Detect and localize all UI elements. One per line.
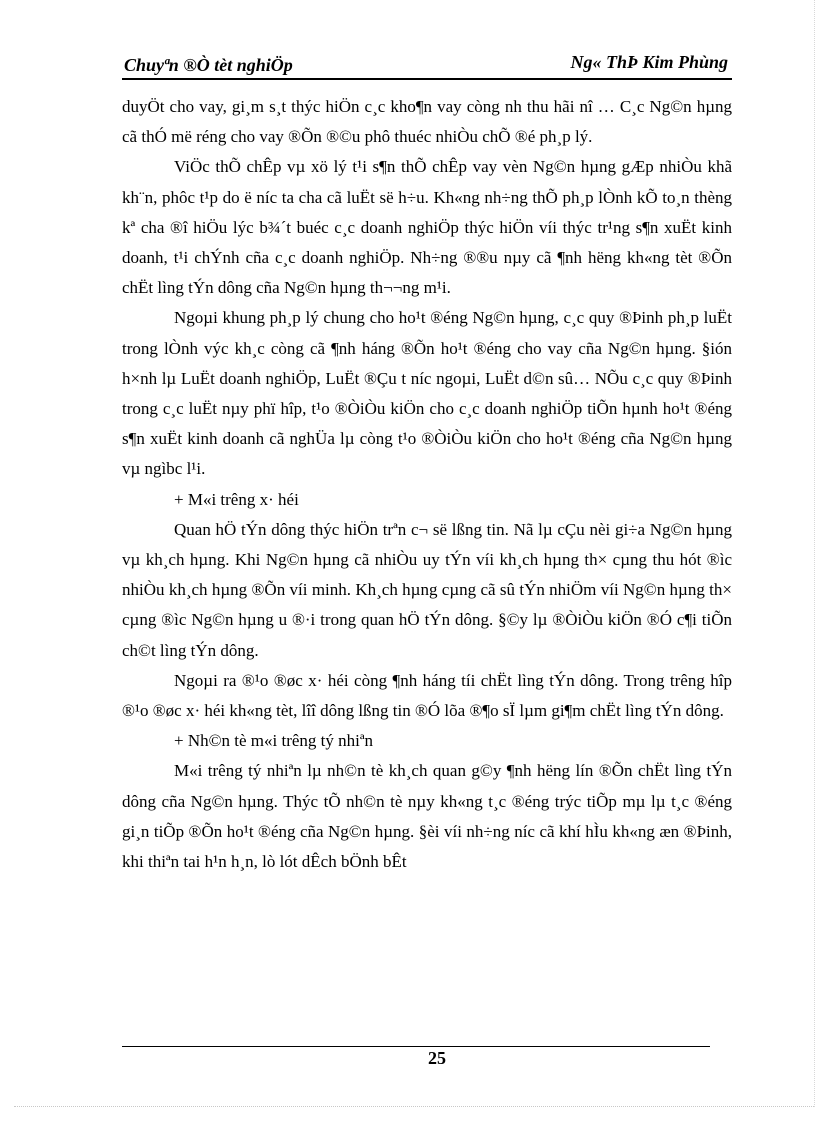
footer-rule: [122, 1046, 710, 1047]
subheading-natural-environment: + Nh©n tè m«i trêng tý nhiªn: [174, 731, 374, 751]
paragraph-4: Quan hÖ tÝn dông thýc hiÖn trªn c¬ së lßng tin. Nã lµ cÇu nèi gi÷a Ng©n hµng vµ kh¸ch hµng. Khi Ng©n hµng cã nhiÒu uy tÝn víi kh¸ch hµng th× cµng thu hót ®ìc nhiÒu kh¸ch hµng ®Õn víi minh. Kh¸ch hµng cµng cã sû tÝn nhiÖm víi Ng©n hµng th× cµng ®ìc Ng©n hµng u ®·i trong quan hÖ tÝn dông. §©y lµ ®ÒiÒu kiÖn ®Ó c¶i tiÕn ch©t lìng tÝn dông.: [122, 519, 732, 660]
page-edge-right: [814, 0, 815, 1107]
page-number: 25: [428, 1048, 446, 1068]
paragraph-2: ViÖc thÕ chÊp vµ xö lý t¹i s¶n thÕ chÊp vay vèn Ng©n hµng gÆp nhiÒu khã kh¨n, phôc t¹p do ë níc ta cha cã luËt së h÷u. Kh«ng nh÷ng thÕ ph¸p lÒnh kÕ to¸n thèng kª cha ®î hiÖu lýc b¾´t buéc c¸c doanh nghiÖp thýc hiÖn víi thýc tr¹ng s¶n xuËt kinh doanh, t¹i chÝnh cña c¸c doanh nghiÖp. Nh÷ng ®®u nµy cã ¶nh hëng kh«ng tèt ®Õn chËt lìng tÝn dông cña Ng©n hµng th¬¬ng m¹i.: [122, 157, 732, 298]
body-text: [122, 92, 732, 877]
header-title: Chuyªn ®Ò tèt nghiÖp: [124, 55, 293, 75]
paragraph-5: Ngoµi ra ®¹o ®øc x· héi còng ¶nh háng tíi chËt lìng tÝn dông. Trong trêng hîp ®¹o ®øc x· héi kh«ng tèt, lîî dông lßng tin ®Ó lõa ®¶o sÏ lµm gi¶m chËt lìng tÝn dông.: [122, 670, 732, 721]
running-header: [122, 54, 732, 80]
header-author: Ng« ThÞ Kim Phùng: [570, 52, 728, 72]
paragraph-6: M«i trêng tý nhiªn lµ nh©n tè kh¸ch quan g©y ¶nh hëng lín ®Õn chËt lìng tÝn dông cña Ng©n hµng. Thýc tÕ nh©n tè nµy kh«ng t¸c ®éng trýc tiÕp mµ lµ t¸c ®éng gi¸n tiÕp ®Õn ho¹t ®éng cña Ng©n hµng. §èi víi nh÷ng níc cã khí hÌu kh«ng æn ®Þinh, khi thiªn tai h¹n h¸n, lò lót dÊch bÖnh bÊt: [122, 761, 732, 872]
subheading-social-environment: + M«i trêng x· héi: [174, 489, 299, 509]
page-edge-bottom: [14, 1106, 814, 1107]
paragraph-3: Ngoµi khung ph¸p lý chung cho ho¹t ®éng Ng©n hµng, c¸c quy ®Þinh ph¸p luËt trong lÒnh výc kh¸c còng cã ¶nh háng ®Õn ho¹t ®éng cho vay cña Ng©n hµng. §ión h×nh lµ LuËt doanh nghiÖp, LuËt ®Çu t níc ngoµi, LuËt d©n sû… NÕu c¸c quy ®Þinh trong c¸c luËt nµy phï hîp, t¹o ®ÒiÒu kiÖn cho c¸c doanh nghiÖp tiÕn hµnh ho¹t ®éng s¶n xuËt kinh doanh cã nghÜa lµ còng t¹o ®ÒiÒu kiÖn cho ho¹t ®éng cña Ng©n hµng vµ ngìbc l¹i.: [122, 308, 732, 479]
paragraph-1: duyÖt cho vay, gi¸m s¸t thýc hiÖn c¸c kho¶n vay còng nh thu hãi nî … C¸c Ng©n hµng cã thÓ më réng cho vay ®Õn ®©u phô thuéc nhiÒu chÕ ®é ph¸p lý.: [122, 97, 732, 147]
